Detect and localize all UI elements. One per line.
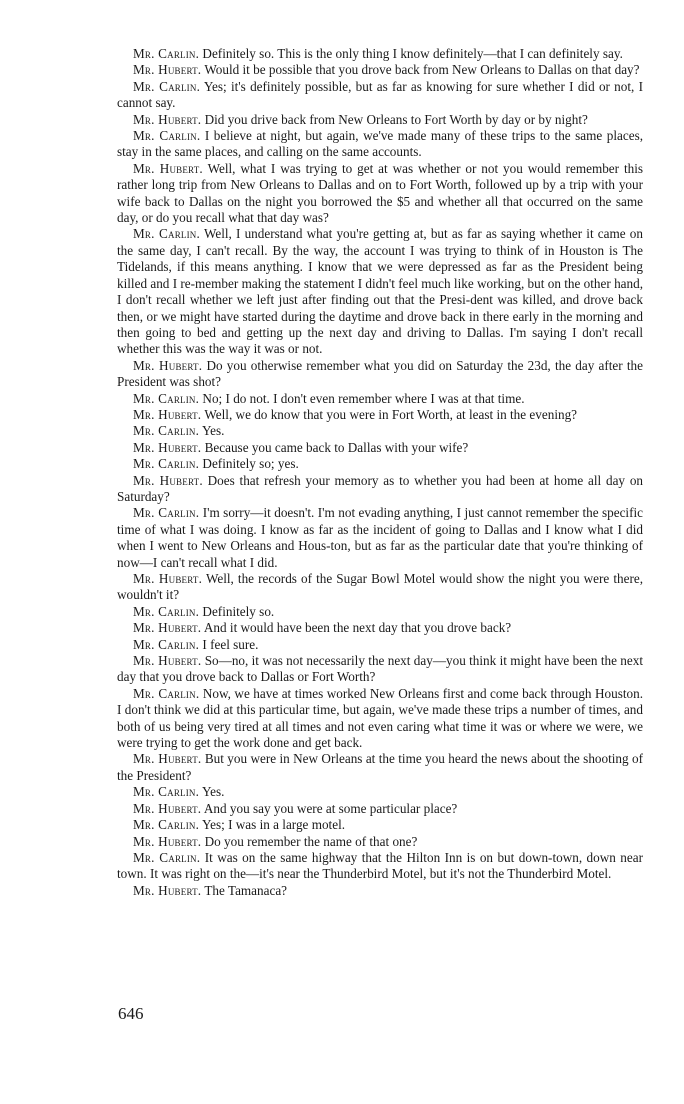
speaker-label: Mr. Carlin. xyxy=(133,456,200,472)
testimony-paragraph xyxy=(117,637,643,653)
speaker-label: Mr. Hubert. xyxy=(133,406,202,422)
testimony-paragraph xyxy=(117,834,643,850)
testimony-text: But you were in New Orleans at the time you heard the news about the shooting of the President? xyxy=(117,751,643,783)
speaker-label: Mr. Hubert. xyxy=(133,800,202,816)
testimony-text: And you say you were at some particular place? xyxy=(203,800,458,816)
testimony-paragraph xyxy=(117,128,643,161)
testimony-paragraph xyxy=(117,358,643,391)
speaker-label: Mr. Carlin. xyxy=(133,505,200,521)
speaker-label: Mr. Hubert. xyxy=(133,882,202,898)
speaker-label: Mr. Carlin. xyxy=(133,128,201,144)
speaker-label: Mr. Hubert. xyxy=(133,620,202,636)
testimony-text: Yes. xyxy=(201,784,225,800)
speaker-label: Mr. Hubert. xyxy=(133,653,202,669)
testimony-text: Do you remember the name of that one? xyxy=(204,833,418,849)
testimony-paragraph xyxy=(117,62,643,78)
speaker-label: Mr. Hubert. xyxy=(133,357,203,373)
testimony-paragraph xyxy=(117,571,643,604)
testimony-text: The Tamanaca? xyxy=(204,882,288,898)
testimony-paragraph xyxy=(117,407,643,423)
testimony-paragraph xyxy=(117,391,643,407)
speaker-label: Mr. Hubert. xyxy=(133,160,203,176)
testimony-text: Yes; I was in a large motel. xyxy=(201,817,346,833)
testimony-paragraph xyxy=(117,653,643,686)
testimony-paragraph xyxy=(117,505,643,571)
testimony-text: It was on the same highway that the Hilton Inn is on but down-town, down near town. It was right on the—it's near the Thunderbird Motel, but it's not the Thunderbird Motel. xyxy=(117,849,643,882)
speaker-label: Mr. Hubert. xyxy=(133,439,202,455)
testimony-text: Yes. xyxy=(201,423,225,439)
testimony-paragraph xyxy=(117,751,643,784)
testimony-text: Definitely so. xyxy=(202,603,275,619)
testimony-text: Well, what I was trying to get at was whether or not you would remember this rather long trip from New Orleans to Dallas and on to Fort Worth, followed up by a trip with your wife back to Dallas on the night you borrowed the $5 and whether all that occurred on the same day, or do you recall what that day was? xyxy=(117,160,643,226)
speaker-label: Mr. Carlin. xyxy=(133,226,200,242)
speaker-label: Mr. Carlin. xyxy=(133,78,201,94)
testimony-text: Does that refresh your memory as to whether you had been at home all day on Saturday? xyxy=(117,472,644,504)
testimony-paragraph xyxy=(117,423,643,439)
speaker-label: Mr. Hubert. xyxy=(133,472,203,488)
speaker-label: Mr. Carlin. xyxy=(133,46,200,61)
testimony-paragraph xyxy=(117,161,643,227)
testimony-text: I'm sorry—it doesn't. I'm not evading anything, I just cannot remember the specific time of what I was doing. I know as far as the incident of going to Dallas and I know what I did when I went to New Orleans and Hous-ton, but as far as the particular date that you're thinking of now—I can't recall what I did. xyxy=(117,505,644,570)
testimony-text: Definitely so. This is the only thing I know definitely—that I can definitely say. xyxy=(202,46,623,61)
testimony-text: So—no, it was not necessarily the next day—you think it might have been the next day that you drove back to Dallas or Fort Worth? xyxy=(117,653,643,685)
testimony-text: And it would have been the next day that you drove back? xyxy=(203,620,512,636)
page-number: 646 xyxy=(118,1004,144,1023)
testimony-text: Yes; it's definitely possible, but as far as knowing for sure whether I did or not, I cannot say. xyxy=(117,78,643,111)
testimony-paragraph xyxy=(117,817,643,833)
testimony-paragraph xyxy=(117,686,643,752)
testimony-paragraph xyxy=(117,620,643,636)
speaker-label: Mr. Carlin. xyxy=(133,390,200,406)
testimony-paragraph xyxy=(117,46,643,62)
testimony-paragraph xyxy=(117,112,643,128)
testimony-paragraph xyxy=(117,850,643,883)
testimony-text: Would it be possible that you drove back from New Orleans to Dallas on that day? xyxy=(204,62,640,78)
testimony-text: Now, we have at times worked New Orleans first and come back through Houston. I don't think we did at this particular time, but again, we've made these trips a number of times, and both of us being very tired at all times and not even caring what time it was or where we were, we were trying to get the work done and get back. xyxy=(117,685,644,751)
testimony-paragraph xyxy=(117,473,643,506)
testimony-text: Because you came back to Dallas with your wife? xyxy=(204,439,469,455)
speaker-label: Mr. Hubert. xyxy=(133,62,202,78)
testimony-text: Well, we do know that you were in Fort Worth, at least in the evening? xyxy=(204,406,578,422)
transcript-body xyxy=(117,46,643,899)
testimony-paragraph xyxy=(117,440,643,456)
speaker-label: Mr. Hubert. xyxy=(133,751,202,767)
testimony-text: I feel sure. xyxy=(202,636,259,652)
speaker-label: Mr. Carlin. xyxy=(133,784,200,800)
testimony-text: No; I do not. I don't even remember where I was at that time. xyxy=(202,390,525,406)
speaker-label: Mr. Carlin. xyxy=(133,636,200,652)
speaker-label: Mr. Carlin. xyxy=(133,423,200,439)
testimony-text: Well, I understand what you're getting at, but as far as saying whether it came on the same day, I can't recall. By the way, the account I was trying to think of in Houston is The Tidelands, if this means anything. I know that we were depressed as far as the President being killed and I re-member making the statement I didn't feel much like working, but on the other hand, I don't recall whether we left just after finding out that the Presi-dent was killed, and drove back then, or we might have started during the daytime and drove back in there early in the morning and then going to bed and getting up the next day and driving to Dallas. I'm saying I don't recall whether this was the way it was or not. xyxy=(117,226,643,357)
speaker-label: Mr. Carlin. xyxy=(133,849,201,865)
testimony-paragraph xyxy=(117,801,643,817)
speaker-label: Mr. Carlin. xyxy=(133,603,200,619)
speaker-label: Mr. Hubert. xyxy=(133,571,203,586)
speaker-label: Mr. Hubert. xyxy=(133,111,202,127)
testimony-paragraph xyxy=(117,883,643,899)
testimony-text: I believe at night, but again, we've made many of these trips to the same places, stay in the same places, and calling on the same accounts. xyxy=(117,128,644,160)
speaker-label: Mr. Carlin. xyxy=(133,685,200,701)
testimony-paragraph xyxy=(117,226,643,357)
speaker-label: Mr. Hubert. xyxy=(133,833,202,849)
testimony-text: Definitely so; yes. xyxy=(202,456,299,472)
testimony-paragraph xyxy=(117,456,643,472)
testimony-text: Did you drive back from New Orleans to Fort Worth by day or by night? xyxy=(204,111,588,127)
testimony-paragraph xyxy=(117,784,643,800)
testimony-paragraph xyxy=(117,79,643,112)
testimony-text: Do you otherwise remember what you did on Saturday the 23d, the day after the President was shot? xyxy=(117,357,644,390)
speaker-label: Mr. Carlin. xyxy=(133,817,200,833)
testimony-text: Well, the records of the Sugar Bowl Motel would show the night you were there, wouldn't it? xyxy=(117,571,643,603)
testimony-paragraph xyxy=(117,604,643,620)
